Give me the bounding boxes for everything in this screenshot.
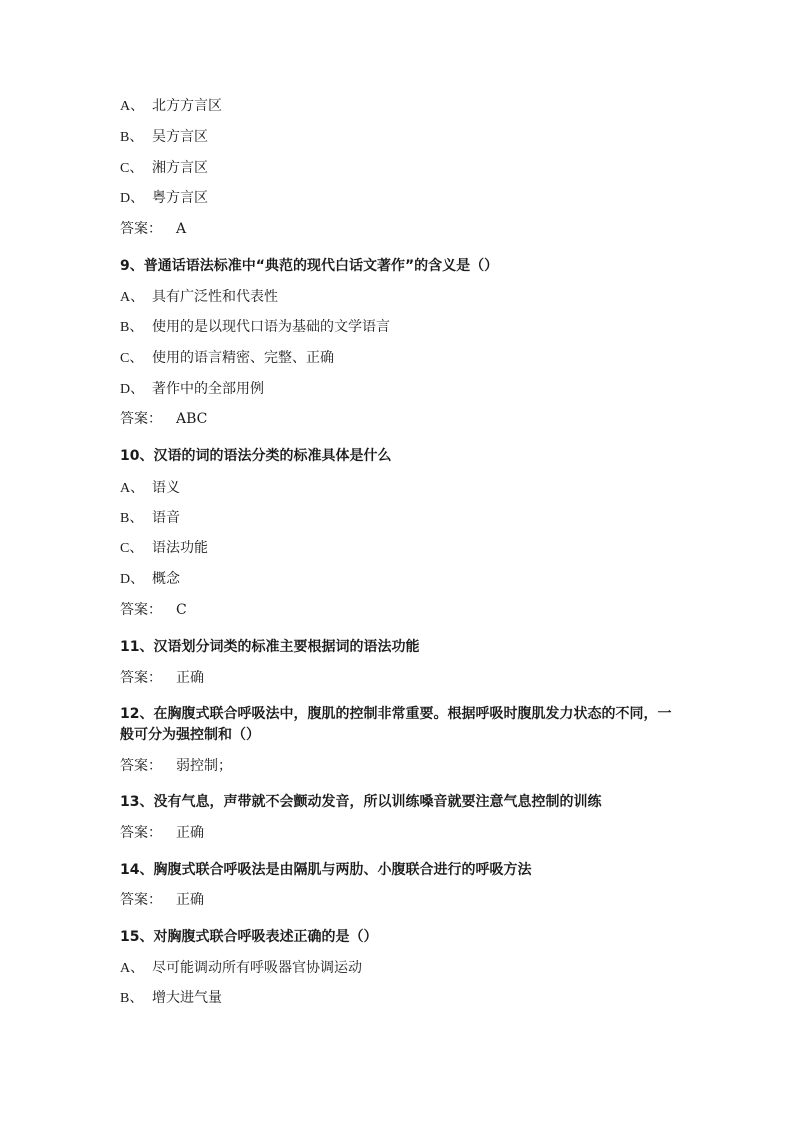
q9-answer: 答案： ABC <box>120 411 208 427</box>
q12-answer: 答案： 弱控制； <box>120 758 232 774</box>
q9-option-d: D、 著作中的全部用例 <box>120 381 264 397</box>
option-c: C、 湘方言区 <box>120 160 208 176</box>
question-12-title: 12、在胸腹式联合呼吸法中，腹肌的控制非常重要。根据呼吸时腹肌发力状态的不同，一般可分为强控制和（） <box>120 706 672 743</box>
question-11-title: 11、汉语划分词类的标准主要根据词的语法功能 <box>120 639 420 655</box>
q10-answer: 答案： C <box>120 602 187 618</box>
q13-answer: 答案： 正确 <box>120 825 204 841</box>
q9-option-c: C、 使用的语言精密、完整、正确 <box>120 350 334 366</box>
q15-option-b: B、 增大进气量 <box>120 990 222 1006</box>
q10-option-b: B、 语音 <box>120 510 180 526</box>
q14-answer: 答案： 正确 <box>120 892 204 908</box>
q10-option-a: A、 语义 <box>120 480 180 496</box>
option-b: B、 吴方言区 <box>120 129 208 145</box>
q9-option-a: A、 具有广泛性和代表性 <box>120 289 278 305</box>
question-15-title: 15、对胸腹式联合呼吸表述正确的是（） <box>120 929 378 945</box>
question-9-title: 9、普通话语法标准中“典范的现代白话文著作”的含义是（） <box>120 258 499 274</box>
q10-option-d: D、 概念 <box>120 571 180 587</box>
q11-answer: 答案： 正确 <box>120 670 204 686</box>
option-d: D、 粤方言区 <box>120 190 208 206</box>
question-14-title: 14、胸腹式联合呼吸法是由隔肌与两肋、小腹联合进行的呼吸方法 <box>120 862 532 878</box>
q10-option-c: C、 语法功能 <box>120 540 208 556</box>
q15-option-a: A、 尽可能调动所有呼吸器官协调运动 <box>120 960 362 976</box>
q9-option-b: B、 使用的是以现代口语为基础的文学语言 <box>120 319 390 335</box>
question-13-title: 13、没有气息，声带就不会颤动发音，所以训练嗓音就要注意气息控制的训练 <box>120 794 602 810</box>
option-a: A、 北方方言区 <box>120 98 222 114</box>
question-10-title: 10、汉语的词的语法分类的标准具体是什么 <box>120 448 392 464</box>
answer-line: 答案： A <box>120 221 187 237</box>
